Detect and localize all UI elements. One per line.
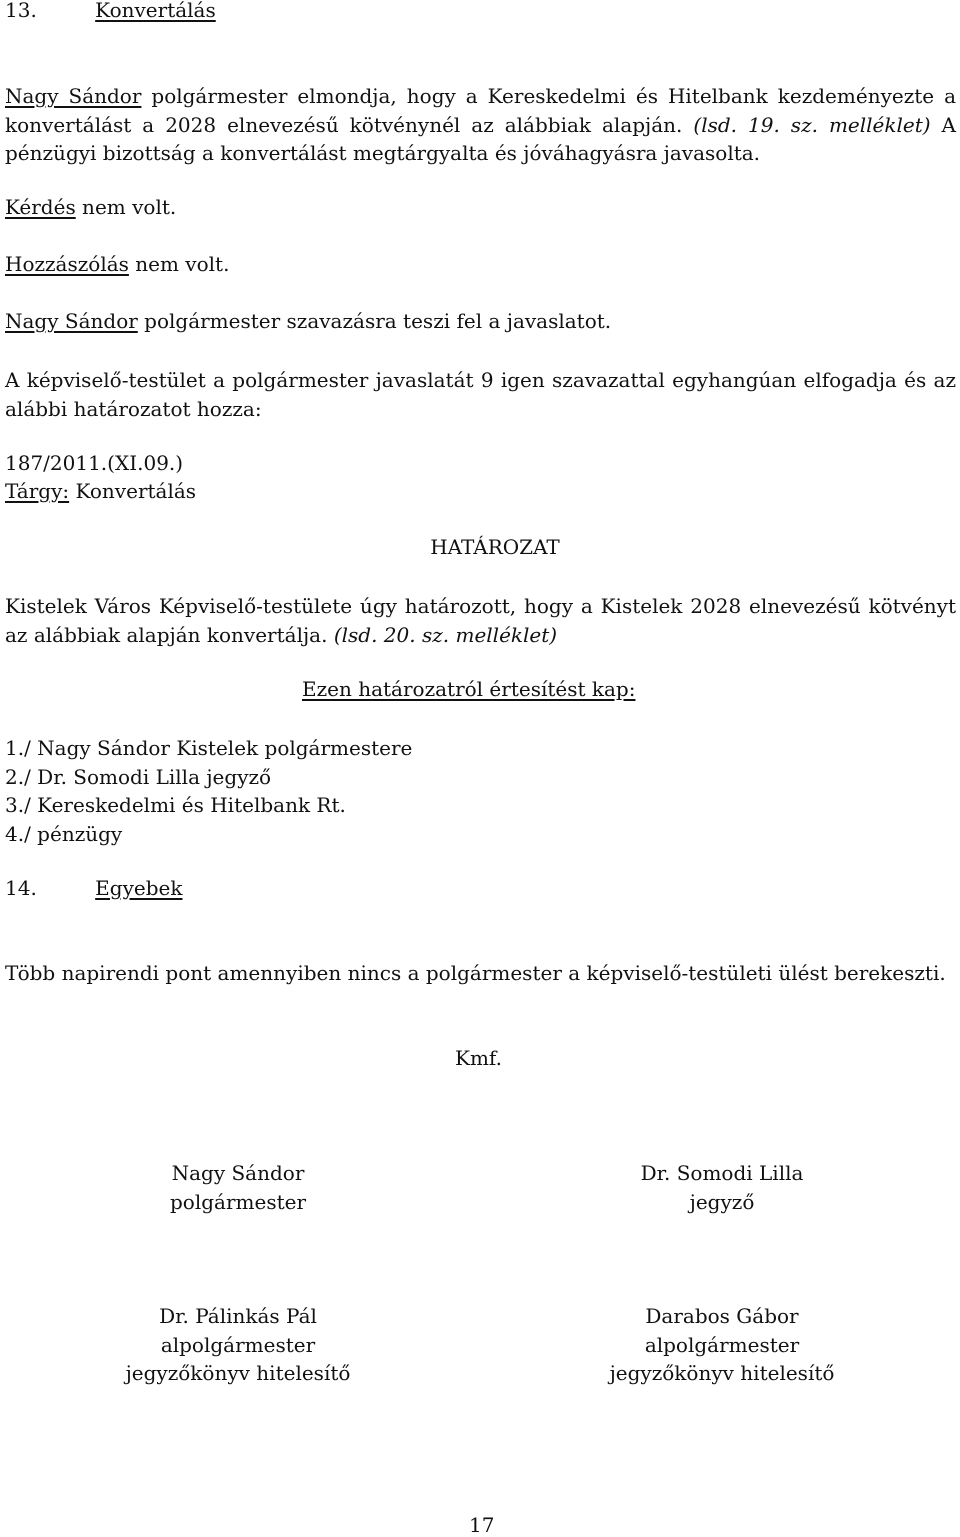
- section-title: Egyebek: [95, 876, 183, 900]
- signatory-name: Dr. Pálinkás Pál: [159, 1304, 317, 1328]
- section-14-heading: [5, 876, 182, 900]
- resolution-attachment-reference: (lsd. 20. sz. melléklet): [333, 622, 558, 647]
- question-label: Kérdés: [5, 195, 76, 219]
- comment-line: [5, 252, 229, 276]
- signatory-role: alpolgármester: [644, 1332, 800, 1357]
- question-line: [5, 195, 176, 219]
- signatory-role-2: jegyzőkönyv hitelesítő: [125, 1361, 351, 1385]
- comment-text: nem volt.: [128, 252, 230, 276]
- vote-call-text: polgármester szavazásra teszi fel a javaslatot.: [137, 309, 612, 333]
- decision-paragraph: A képviselő-testület a polgármester javaslatát 9 igen szavazattal egyhangúan elfogadja és az alábbi határozatot hozza:: [5, 368, 956, 421]
- vote-call-line: [5, 309, 611, 333]
- section-number: 14.: [5, 876, 37, 900]
- notify-heading: Ezen határozatról értesítést kap:: [302, 677, 636, 701]
- signature-notary: [572, 1159, 872, 1216]
- resolution-number: 187/2011.(XI.09.): [5, 451, 184, 475]
- subject-text: Konvertálás: [69, 479, 197, 503]
- signatory-role: alpolgármester: [160, 1332, 316, 1357]
- signatory-name: Nagy Sándor: [171, 1161, 305, 1185]
- page-number: 17: [469, 1513, 495, 1537]
- resolution-body: [5, 592, 956, 649]
- signatory-name: Darabos Gábor: [645, 1304, 799, 1328]
- resolution-heading: HATÁROZAT: [430, 535, 560, 559]
- signature-deputy-1: [88, 1302, 388, 1388]
- signature-mayor: [88, 1159, 388, 1216]
- signature-deputy-2: [572, 1302, 872, 1388]
- kmf: Kmf.: [455, 1046, 502, 1070]
- vote-call-name: Nagy Sándor: [5, 309, 138, 333]
- closing-sentence: Több napirendi pont amennyiben nincs a polgármester a képviselő-testületi ülést berekeszti.: [5, 961, 946, 985]
- signatory-role: jegyző: [689, 1189, 755, 1214]
- signatory-name: Dr. Somodi Lilla: [640, 1161, 804, 1185]
- question-text: nem volt.: [75, 195, 177, 219]
- intro-text: polgármester elmondja, hogy a Kereskedelmi és Hitelbank kezdeményezte a konvertálást a 2028 elnevezésű kötvénynél az alábbiak alapján.: [5, 84, 957, 137]
- list-item: 3./ Kereskedelmi és Hitelbank Rt.: [5, 793, 346, 817]
- speaker-name: Nagy Sándor: [5, 84, 142, 108]
- signatory-role-2: jegyzőkönyv hitelesítő: [609, 1361, 835, 1385]
- resolution-subject: [5, 479, 196, 503]
- list-item: 1./ Nagy Sándor Kistelek polgármestere: [5, 736, 413, 760]
- list-item: 4./ pénzügy: [5, 821, 123, 846]
- attachment-reference: (lsd. 19. sz. melléklet): [693, 112, 931, 137]
- list-item: 2./ Dr. Somodi Lilla jegyző: [5, 764, 272, 789]
- subject-label: Tárgy:: [5, 479, 70, 503]
- intro-paragraph: [5, 82, 956, 168]
- section-number: 13.: [5, 0, 37, 22]
- comment-label: Hozzászólás: [5, 252, 129, 276]
- intro-text-2: A pénzügyi bizottság a konvertálást megtárgyalta és jóváhagyásra javasolta.: [5, 112, 957, 165]
- section-title: Konvertálás: [95, 0, 216, 22]
- recipient-list: [5, 734, 412, 848]
- section-13-heading: [5, 0, 216, 22]
- signatory-role: polgármester: [169, 1189, 307, 1214]
- resolution-body-text: Kistelek Város Képviselő-testülete úgy határozott, hogy a Kistelek 2028 elnevezésű kötvényt az alábbiak alapján konvertálja.: [5, 594, 956, 647]
